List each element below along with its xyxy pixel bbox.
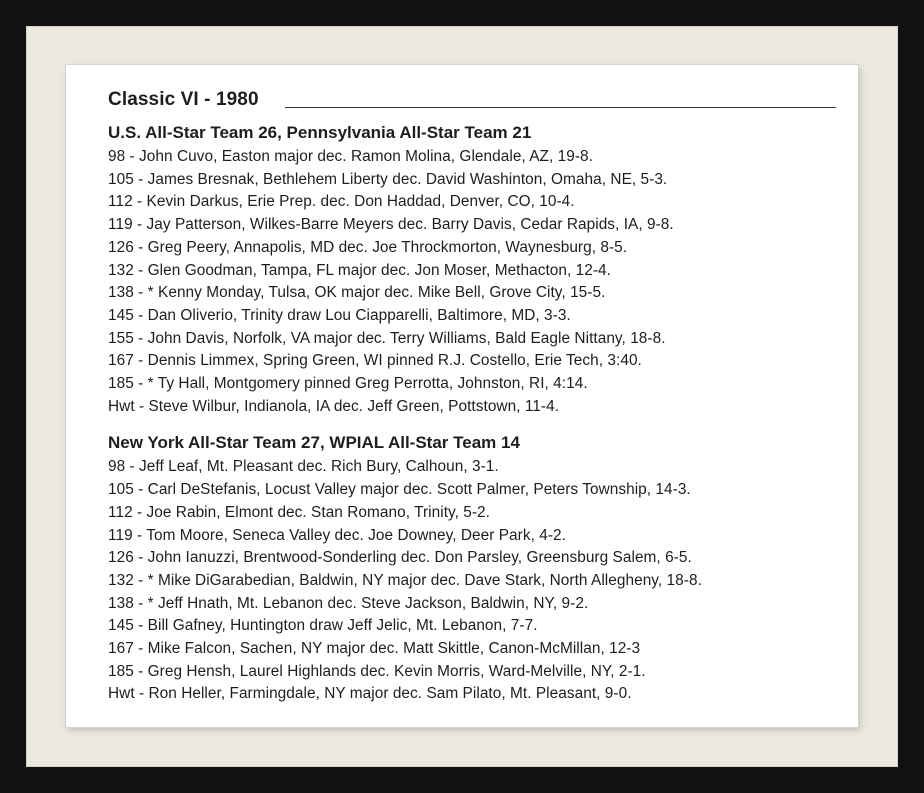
page-title: Classic VI - 1980 xyxy=(108,89,259,110)
result-line: 145 - Bill Gafney, Huntington draw Jeff Jelic, Mt. Lebanon, 7-7. xyxy=(108,617,538,635)
result-line: 185 - Greg Hensh, Laurel Highlands dec. Kevin Morris, Ward-Melville, NY, 2-1. xyxy=(108,662,646,680)
result-line: 126 - Greg Peery, Annapolis, MD dec. Joe Throckmorton, Waynesburg, 8-5. xyxy=(108,238,628,256)
document-page xyxy=(66,65,858,727)
result-line: 126 - John Ianuzzi, Brentwood-Sonderling dec. Don Parsley, Greensburg Salem, 6-5. xyxy=(108,549,692,567)
section-header: U.S. All-Star Team 26, Pennsylvania All-Star Team 21 xyxy=(108,123,532,142)
result-line: 138 - * Jeff Hnath, Mt. Lebanon dec. Steve Jackson, Baldwin, NY, 9-2. xyxy=(108,594,589,612)
result-line: 167 - Dennis Limmex, Spring Green, WI pinned R.J. Costello, Erie Tech, 3:40. xyxy=(108,352,642,370)
result-line: 98 - John Cuvo, Easton major dec. Ramon Molina, Glendale, AZ, 19-8. xyxy=(108,148,593,165)
section-us-vs-pennsylvania xyxy=(108,122,836,418)
result-line: 167 - Mike Falcon, Sachen, NY major dec. Matt Skittle, Canon-McMillan, 12-3 xyxy=(108,640,641,658)
title-row xyxy=(108,89,836,111)
result-line: 132 - Glen Goodman, Tampa, FL major dec. Jon Moser, Methacton, 12-4. xyxy=(108,261,611,279)
result-line: 105 - Carl DeStefanis, Locust Valley major dec. Scott Palmer, Peters Township, 14-3. xyxy=(108,481,691,499)
result-line: 105 - James Bresnak, Bethlehem Liberty dec. David Washinton, Omaha, NE, 5-3. xyxy=(108,170,668,188)
result-line: 138 - * Kenny Monday, Tulsa, OK major dec. Mike Bell, Grove City, 15-5. xyxy=(108,284,606,302)
result-line: Hwt - Steve Wilbur, Indianola, IA dec. Jeff Green, Pottstown, 11-4. xyxy=(108,397,560,415)
result-line: 132 - * Mike DiGarabedian, Baldwin, NY major dec. Dave Stark, North Allegheny, 18-8. xyxy=(108,571,702,589)
result-line: 119 - Jay Patterson, Wilkes-Barre Meyers dec. Barry Davis, Cedar Rapids, IA, 9-8. xyxy=(108,216,674,234)
result-line: 98 - Jeff Leaf, Mt. Pleasant dec. Rich Bury, Calhoun, 3-1. xyxy=(108,458,499,476)
result-line: 112 - Kevin Darkus, Erie Prep. dec. Don Haddad, Denver, CO, 10-4. xyxy=(108,193,575,211)
results-document xyxy=(108,89,836,706)
result-line: 145 - Dan Oliverio, Trinity draw Lou Ciapparelli, Baltimore, MD, 3-3. xyxy=(108,306,571,324)
result-line: 155 - John Davis, Norfolk, VA major dec. Terry Williams, Bald Eagle Nittany, 18-8. xyxy=(108,329,666,347)
result-line: Hwt - Ron Heller, Farmingdale, NY major dec. Sam Pilato, Mt. Pleasant, 9-0. xyxy=(108,685,632,703)
result-line: 112 - Joe Rabin, Elmont dec. Stan Romano, Trinity, 5-2. xyxy=(108,503,490,521)
section-newyork-vs-wpial xyxy=(108,432,836,706)
result-line: 185 - * Ty Hall, Montgomery pinned Greg Perrotta, Johnston, RI, 4:14. xyxy=(108,375,588,393)
title-underline-rule xyxy=(285,107,836,108)
photo-frame-mat xyxy=(26,26,898,767)
section-header: New York All-Star Team 27, WPIAL All-Star Team 14 xyxy=(108,433,520,453)
result-line: 119 - Tom Moore, Seneca Valley dec. Joe Downey, Deer Park, 4-2. xyxy=(108,526,566,544)
